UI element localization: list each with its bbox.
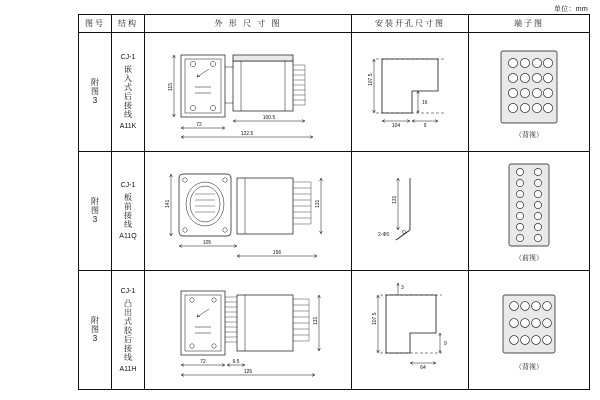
terminal-caption-2: （前视） bbox=[515, 255, 543, 262]
dim-9-5: 9.5 bbox=[232, 359, 240, 365]
cell-fig-no-3 bbox=[79, 271, 112, 390]
mdim-3: 3 bbox=[401, 285, 404, 291]
mdim-131: 131 bbox=[392, 195, 398, 204]
dim-72-r3: 72 bbox=[200, 359, 206, 365]
dim-72: 72 bbox=[196, 122, 202, 128]
table-row bbox=[79, 152, 590, 271]
mounting-drawing-3 bbox=[352, 271, 468, 389]
header-outline: 外 形 尺 寸 图 bbox=[145, 15, 352, 33]
structure-model-3: CJ-1 bbox=[120, 287, 136, 295]
structure-type-3: 凸出式胶后接线 bbox=[123, 298, 133, 362]
cell-fig-no-2 bbox=[79, 152, 112, 271]
terminal-drawing-1 bbox=[469, 33, 589, 151]
cell-terminal-1 bbox=[469, 33, 590, 152]
terminal-caption-3: （背视） bbox=[515, 364, 543, 371]
cell-mounting-1 bbox=[352, 33, 469, 152]
terminal-caption-1: （背视） bbox=[515, 132, 543, 139]
terminal-drawing-3 bbox=[469, 271, 589, 389]
unit-note: 单位：mm bbox=[553, 6, 588, 13]
mdim-107-5-r3: 107.5 bbox=[372, 312, 378, 325]
fig-no-label-2: 附图3 bbox=[90, 197, 100, 225]
header-terminal: 端子图 bbox=[469, 15, 590, 33]
outline-drawing-3 bbox=[145, 271, 351, 389]
cell-outline-1 bbox=[145, 33, 352, 152]
table-row bbox=[79, 271, 590, 390]
mdim-9: 9 bbox=[423, 123, 427, 129]
dim-126: 126 bbox=[243, 369, 253, 375]
mdim-16: 16 bbox=[422, 100, 428, 106]
structure-code-2: A11Q bbox=[119, 233, 137, 240]
mdim-104: 104 bbox=[391, 123, 401, 129]
outline-drawing-2 bbox=[145, 152, 351, 270]
header-fig-no: 图号 bbox=[79, 15, 112, 33]
table-row bbox=[79, 33, 590, 152]
cell-terminal-2 bbox=[469, 152, 590, 271]
dim-100-5: 100.5 bbox=[262, 115, 276, 121]
structure-code-3: A11H bbox=[119, 365, 137, 373]
mounting-drawing-2 bbox=[352, 152, 468, 270]
mounting-drawing-1 bbox=[352, 33, 468, 151]
terminal-drawing-2 bbox=[469, 152, 589, 270]
structure-model-1: CJ-1 bbox=[120, 54, 136, 61]
cell-mounting-2 bbox=[352, 152, 469, 271]
dim-156: 156 bbox=[272, 250, 282, 256]
mdim-9-r3: 9 bbox=[444, 341, 447, 347]
dim-115: 115 bbox=[168, 83, 174, 91]
dim-105: 105 bbox=[202, 240, 212, 246]
structure-model-2: CJ-1 bbox=[120, 182, 136, 189]
mdim-64: 64 bbox=[420, 365, 426, 371]
header-structure: 结构 bbox=[112, 15, 145, 33]
cell-terminal-3 bbox=[469, 271, 590, 390]
header-mounting: 安装开孔尺寸图 bbox=[352, 15, 469, 33]
mdim-107-5: 107.5 bbox=[368, 73, 374, 86]
fig-no-label-3: 附图3 bbox=[90, 316, 100, 344]
cell-outline-3 bbox=[145, 271, 352, 390]
dim-122-5: 122.5 bbox=[240, 131, 254, 137]
spec-table bbox=[78, 14, 590, 390]
cell-structure-3 bbox=[112, 271, 145, 390]
cell-structure-1 bbox=[112, 33, 145, 152]
structure-type-2: 板前接线 bbox=[123, 193, 133, 229]
dim-131-r3: 131 bbox=[313, 316, 319, 325]
structure-code-1: A11K bbox=[119, 123, 137, 130]
fig-no-label-1: 附图3 bbox=[90, 78, 100, 106]
mdim-2-phi5: 2-Φ5 bbox=[378, 232, 390, 238]
cell-mounting-3 bbox=[352, 271, 469, 390]
table-header-row bbox=[79, 15, 590, 33]
dim-141: 141 bbox=[165, 199, 171, 208]
outline-drawing-1 bbox=[145, 33, 351, 151]
structure-type-1: 嵌入式后接线 bbox=[123, 65, 133, 119]
cell-outline-2 bbox=[145, 152, 352, 271]
cell-structure-2 bbox=[112, 152, 145, 271]
cell-fig-no-1 bbox=[79, 33, 112, 152]
dim-131: 131 bbox=[315, 199, 321, 208]
